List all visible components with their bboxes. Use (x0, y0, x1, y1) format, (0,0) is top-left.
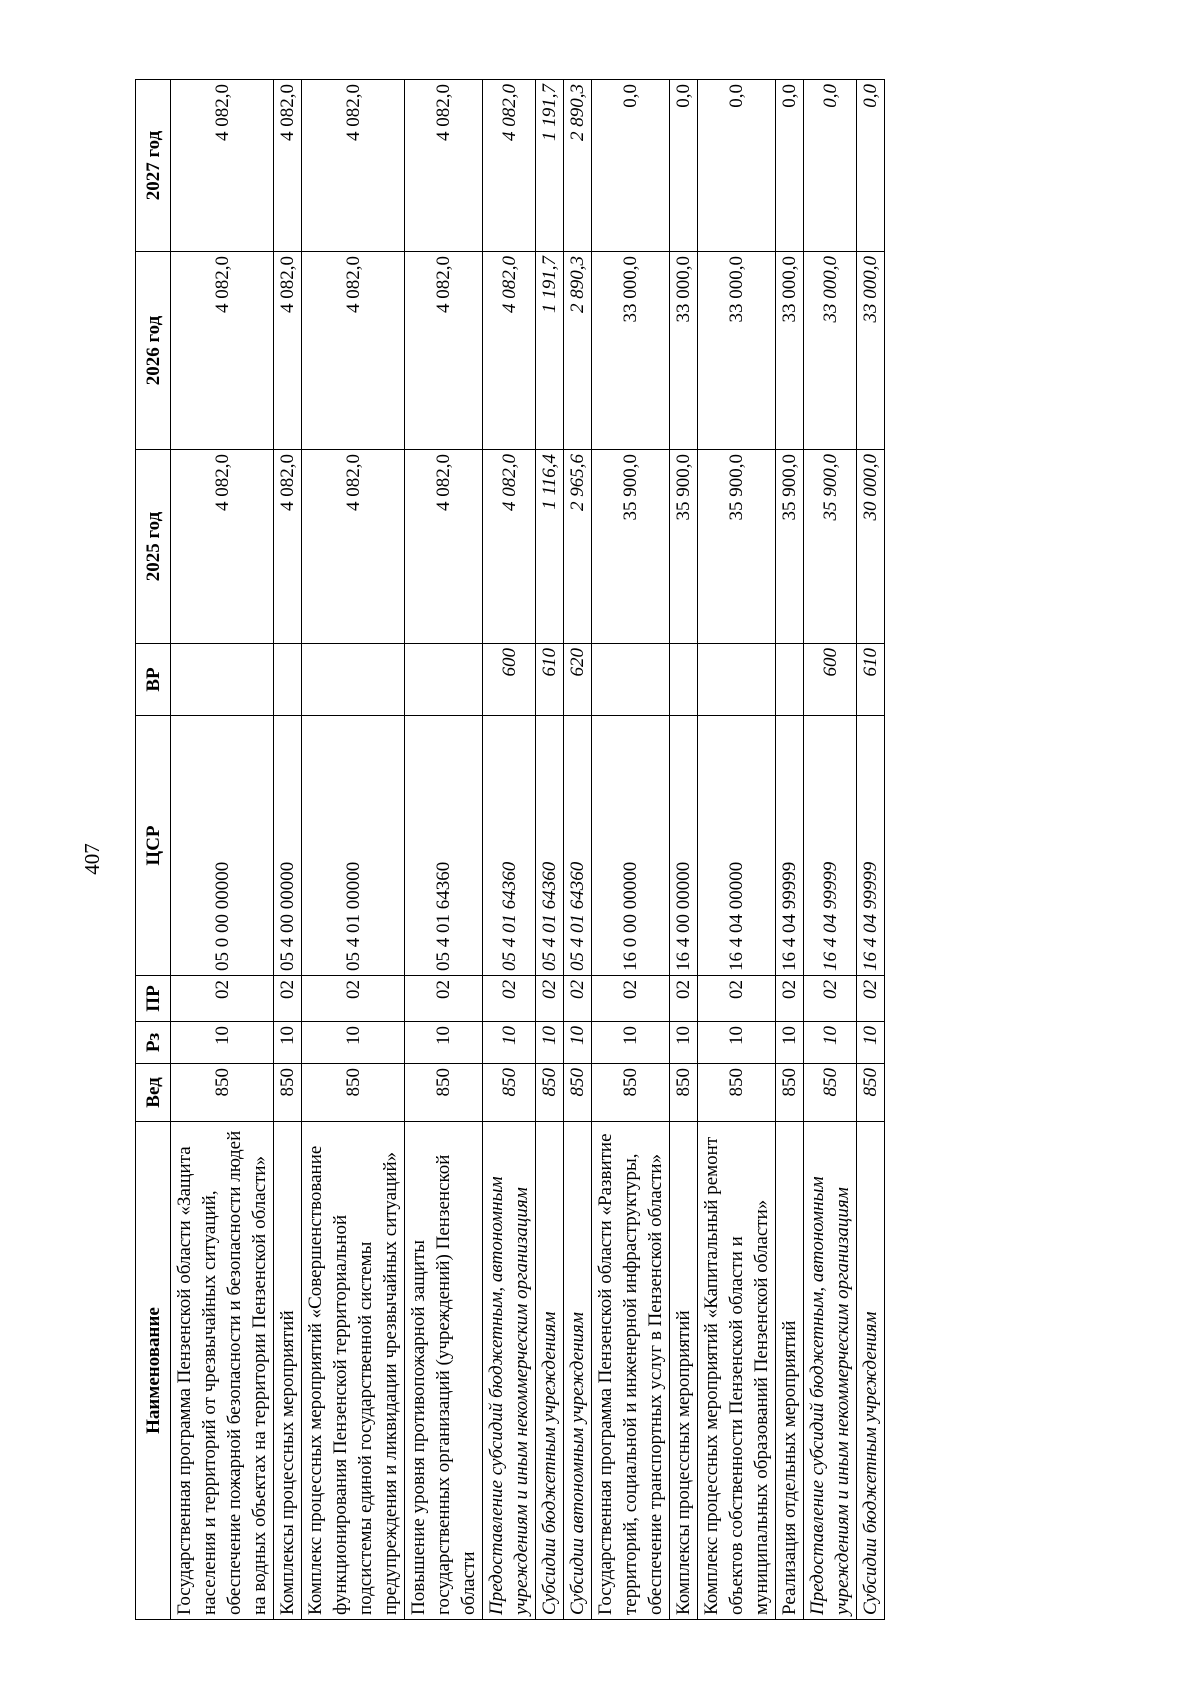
cell-ved: 850 (670, 1064, 698, 1122)
table-header-row (136, 80, 171, 1620)
cell-vr (698, 644, 776, 716)
cell-rz: 10 (804, 1022, 857, 1064)
cell-rz: 10 (274, 1022, 302, 1064)
cell-vr: 610 (857, 644, 885, 716)
header-rz: Рз (136, 1022, 171, 1064)
cell-csr: 05 0 00 00000 (171, 716, 274, 976)
cell-2026: 4 082,0 (274, 252, 302, 450)
cell-csr: 05 4 01 64360 (536, 716, 564, 976)
cell-2025: 30 000,0 (857, 450, 885, 644)
cell-csr: 05 4 01 64360 (405, 716, 483, 976)
cell-ved: 850 (698, 1064, 776, 1122)
cell-ved: 850 (274, 1064, 302, 1122)
cell-ved: 850 (483, 1064, 536, 1122)
cell-2027: 0,0 (592, 80, 670, 252)
cell-rz: 10 (171, 1022, 274, 1064)
cell-rz: 10 (592, 1022, 670, 1064)
cell-2025: 4 082,0 (274, 450, 302, 644)
cell-2025: 4 082,0 (483, 450, 536, 644)
cell-vr (274, 644, 302, 716)
cell-2026: 2 890,3 (564, 252, 592, 450)
cell-vr (592, 644, 670, 716)
cell-name: Предоставление субсидий бюджетным, автономным учреждениям и иным некоммерческим организациям (483, 1122, 536, 1620)
cell-ved: 850 (804, 1064, 857, 1122)
cell-vr (405, 644, 483, 716)
cell-pr: 02 (405, 976, 483, 1022)
table-row (804, 80, 857, 1620)
cell-rz: 10 (405, 1022, 483, 1064)
cell-2027: 4 082,0 (405, 80, 483, 252)
cell-2027: 4 082,0 (483, 80, 536, 252)
cell-name: Комплексы процессных мероприятий (274, 1122, 302, 1620)
cell-2026: 4 082,0 (405, 252, 483, 450)
table-row (670, 80, 698, 1620)
cell-rz: 10 (698, 1022, 776, 1064)
cell-2026: 1 191,7 (536, 252, 564, 450)
cell-ved: 850 (857, 1064, 885, 1122)
cell-vr: 620 (564, 644, 592, 716)
cell-2027: 4 082,0 (274, 80, 302, 252)
table-body (171, 80, 885, 1620)
header-ved: Вед (136, 1064, 171, 1122)
cell-pr: 02 (274, 976, 302, 1022)
cell-name: Комплекс процессных мероприятий «Совершенствование функционирования Пензенской территориальной подсистемы единой государственной системы предупреждения и ликвидации чрезвычайных ситуаций» (302, 1122, 405, 1620)
cell-pr: 02 (857, 976, 885, 1022)
cell-rz: 10 (857, 1022, 885, 1064)
cell-name: Субсидии бюджетным учреждениям (536, 1122, 564, 1620)
cell-csr: 16 4 04 00000 (698, 716, 776, 976)
table-row (483, 80, 536, 1620)
cell-pr: 02 (698, 976, 776, 1022)
cell-ved: 850 (302, 1064, 405, 1122)
cell-2025: 4 082,0 (405, 450, 483, 644)
cell-pr: 02 (536, 976, 564, 1022)
cell-ved: 850 (171, 1064, 274, 1122)
table-row (274, 80, 302, 1620)
rotated-page-content (135, 80, 1085, 1620)
cell-csr: 16 4 04 99999 (804, 716, 857, 976)
header-pr: ПР (136, 976, 171, 1022)
cell-pr: 02 (171, 976, 274, 1022)
cell-csr: 16 4 04 99999 (776, 716, 804, 976)
cell-2025: 35 900,0 (804, 450, 857, 644)
cell-2025: 1 116,4 (536, 450, 564, 644)
cell-2027: 0,0 (670, 80, 698, 252)
table-row (857, 80, 885, 1620)
table-row (564, 80, 592, 1620)
cell-vr (776, 644, 804, 716)
cell-2025: 2 965,6 (564, 450, 592, 644)
cell-2025: 35 900,0 (592, 450, 670, 644)
cell-csr: 16 0 00 00000 (592, 716, 670, 976)
cell-ved: 850 (564, 1064, 592, 1122)
cell-name: Предоставление субсидий бюджетным, автономным учреждениям и иным некоммерческим организациям (804, 1122, 857, 1620)
cell-2027: 0,0 (698, 80, 776, 252)
cell-name: Государственная программа Пензенской области «Развитие территорий, социальной и инженерной инфраструктуры, обеспечение транспортных услуг в Пензенской области» (592, 1122, 670, 1620)
table-row (302, 80, 405, 1620)
cell-name: Повышение уровня противопожарной защиты государственных организаций (учреждений) Пензенской области (405, 1122, 483, 1620)
cell-rz: 10 (670, 1022, 698, 1064)
cell-2026: 4 082,0 (171, 252, 274, 450)
cell-rz: 10 (302, 1022, 405, 1064)
cell-csr: 16 4 00 00000 (670, 716, 698, 976)
cell-2027: 1 191,7 (536, 80, 564, 252)
header-name: Наименование (136, 1122, 171, 1620)
cell-vr: 600 (804, 644, 857, 716)
cell-2027: 4 082,0 (171, 80, 274, 252)
header-vr: ВР (136, 644, 171, 716)
cell-rz: 10 (564, 1022, 592, 1064)
cell-2025: 4 082,0 (302, 450, 405, 644)
cell-2025: 35 900,0 (698, 450, 776, 644)
cell-pr: 02 (592, 976, 670, 1022)
cell-pr: 02 (804, 976, 857, 1022)
table-row (592, 80, 670, 1620)
cell-vr (670, 644, 698, 716)
cell-ved: 850 (592, 1064, 670, 1122)
cell-2027: 0,0 (857, 80, 885, 252)
cell-ved: 850 (405, 1064, 483, 1122)
cell-2026: 33 000,0 (698, 252, 776, 450)
cell-vr: 610 (536, 644, 564, 716)
cell-rz: 10 (483, 1022, 536, 1064)
cell-2027: 0,0 (804, 80, 857, 252)
cell-csr: 05 4 00 00000 (274, 716, 302, 976)
cell-pr: 02 (564, 976, 592, 1022)
table-row (171, 80, 274, 1620)
cell-2025: 35 900,0 (776, 450, 804, 644)
cell-pr: 02 (670, 976, 698, 1022)
table-row (776, 80, 804, 1620)
header-2026: 2026 год (136, 252, 171, 450)
cell-vr (171, 644, 274, 716)
table-row (405, 80, 483, 1620)
cell-pr: 02 (483, 976, 536, 1022)
cell-2026: 33 000,0 (857, 252, 885, 450)
cell-2027: 2 890,3 (564, 80, 592, 252)
page-number: 407 (80, 843, 104, 875)
cell-pr: 02 (776, 976, 804, 1022)
table-row (536, 80, 564, 1620)
cell-ved: 850 (776, 1064, 804, 1122)
budget-table (135, 79, 885, 1620)
cell-name: Комплексы процессных мероприятий (670, 1122, 698, 1620)
cell-ved: 850 (536, 1064, 564, 1122)
cell-2026: 4 082,0 (483, 252, 536, 450)
cell-name: Реализация отдельных мероприятий (776, 1122, 804, 1620)
cell-2026: 33 000,0 (776, 252, 804, 450)
cell-csr: 16 4 04 99999 (857, 716, 885, 976)
cell-2025: 4 082,0 (171, 450, 274, 644)
cell-rz: 10 (536, 1022, 564, 1064)
cell-name: Государственная программа Пензенской области «Защита населения и территорий от чрезвычайных ситуаций, обеспечение пожарной безопасности и безопасности людей на водных объектах на территории Пензенской области» (171, 1122, 274, 1620)
cell-name: Субсидии автономным учреждениям (564, 1122, 592, 1620)
cell-csr: 05 4 01 64360 (564, 716, 592, 976)
cell-2027: 4 082,0 (302, 80, 405, 252)
cell-2026: 33 000,0 (670, 252, 698, 450)
cell-name: Комплекс процессных мероприятий «Капитальный ремонт объектов собственности Пензенской области и муниципальных образований Пензенской области» (698, 1122, 776, 1620)
cell-name: Субсидии бюджетным учреждениям (857, 1122, 885, 1620)
cell-csr: 05 4 01 64360 (483, 716, 536, 976)
cell-vr (302, 644, 405, 716)
cell-vr: 600 (483, 644, 536, 716)
cell-2026: 33 000,0 (592, 252, 670, 450)
cell-rz: 10 (776, 1022, 804, 1064)
cell-2027: 0,0 (776, 80, 804, 252)
cell-csr: 05 4 01 00000 (302, 716, 405, 976)
table-row (698, 80, 776, 1620)
cell-2026: 33 000,0 (804, 252, 857, 450)
header-csr: ЦСР (136, 716, 171, 976)
header-2027: 2027 год (136, 80, 171, 252)
header-2025: 2025 год (136, 450, 171, 644)
cell-pr: 02 (302, 976, 405, 1022)
cell-2025: 35 900,0 (670, 450, 698, 644)
cell-2026: 4 082,0 (302, 252, 405, 450)
